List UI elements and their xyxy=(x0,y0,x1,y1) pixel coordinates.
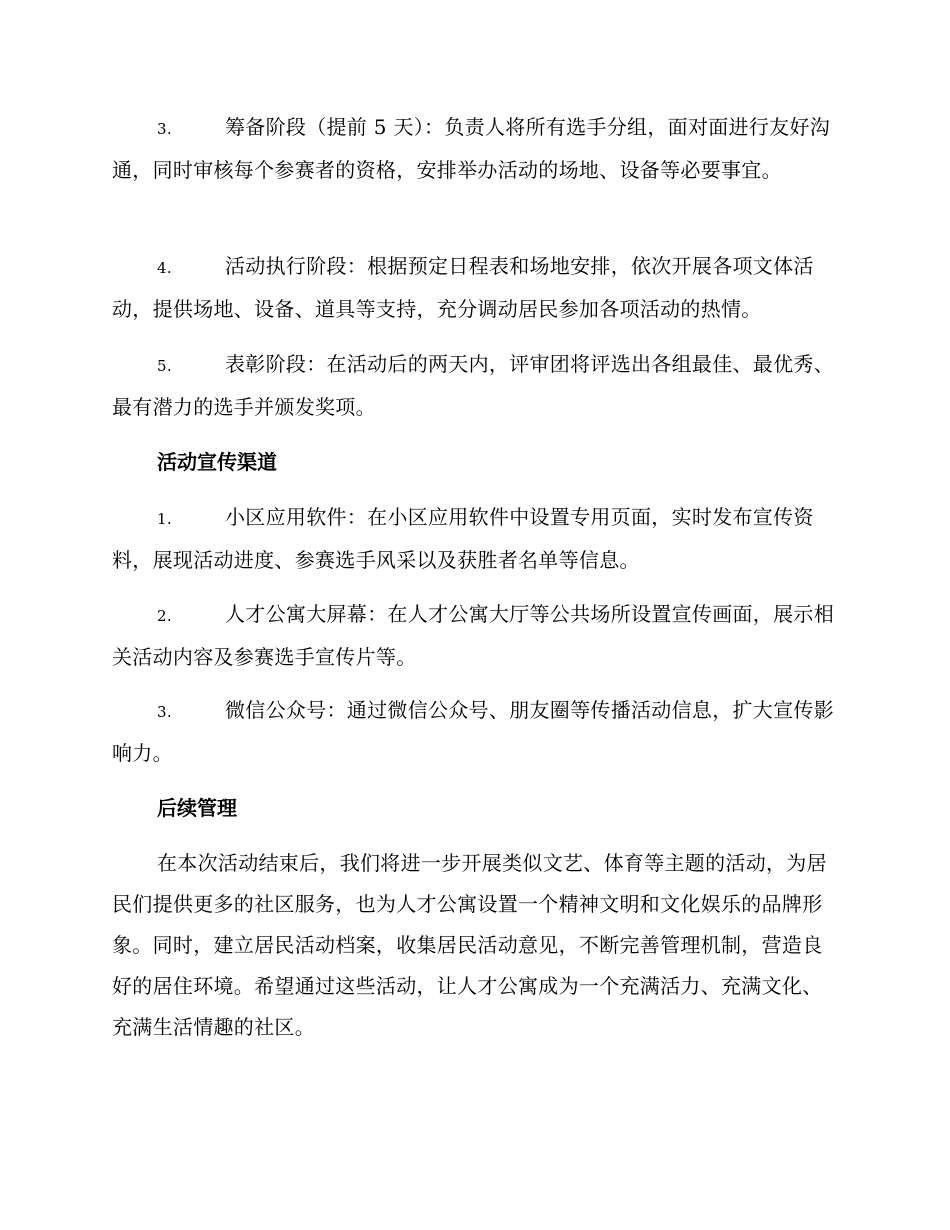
list-text: 活动执行阶段：根据预定日程表和场地安排，依次开展各项文体活动，提供场地、设备、道具等支持，充分调动居民参加各项活动的热情。 xyxy=(112,254,814,321)
list-number: 1. xyxy=(157,510,172,528)
list-number: 3. xyxy=(157,120,172,138)
list-item xyxy=(112,344,835,428)
section-heading: 活动宣传渠道 xyxy=(157,450,277,474)
list-text: 人才公寓大屏幕：在人才公寓大厅等公共场所设置宣传画面，展示相关活动内容及参赛选手宣传片等。 xyxy=(112,602,834,669)
list-item xyxy=(112,246,835,330)
list-item xyxy=(112,497,835,581)
list-number: 4. xyxy=(157,259,172,277)
list-item xyxy=(112,107,835,191)
list-text: 筹备阶段（提前 5 天）：负责人将所有选手分组，面对面进行友好沟通，同时审核每个参赛者的资格，安排举办活动的场地、设备等必要事宜。 xyxy=(112,115,831,182)
body-paragraph: 在本次活动结束后，我们将进一步开展类似文艺、体育等主题的活动，为居民们提供更多的社区服务，也为人才公寓设置一个精神文明和文化娱乐的品牌形象。同时，建立居民活动档案，收集居民活动意见，不断完善管理机制，营造良好的居住环境。希望通过这些活动，让人才公寓成为一个充满活力、充满文化、充满生活情趣的社区。 xyxy=(112,851,827,1039)
list-number: 3. xyxy=(157,703,172,721)
section-heading: 后续管理 xyxy=(157,796,237,820)
list-item xyxy=(112,594,835,678)
list-number: 5. xyxy=(157,357,172,375)
list-number: 2. xyxy=(157,607,172,625)
list-item xyxy=(112,690,835,774)
list-text: 小区应用软件：在小区应用软件中设置专用页面，实时发布宣传资料，展现活动进度、参赛选手风采以及获胜者名单等信息。 xyxy=(112,505,814,572)
list-text: 微信公众号：通过微信公众号、朋友圈等传播活动信息，扩大宣传影响力。 xyxy=(112,698,834,765)
list-text: 表彰阶段：在活动后的两天内，评审团将评选出各组最佳、最优秀、最有潜力的选手并颁发奖项。 xyxy=(112,352,834,419)
